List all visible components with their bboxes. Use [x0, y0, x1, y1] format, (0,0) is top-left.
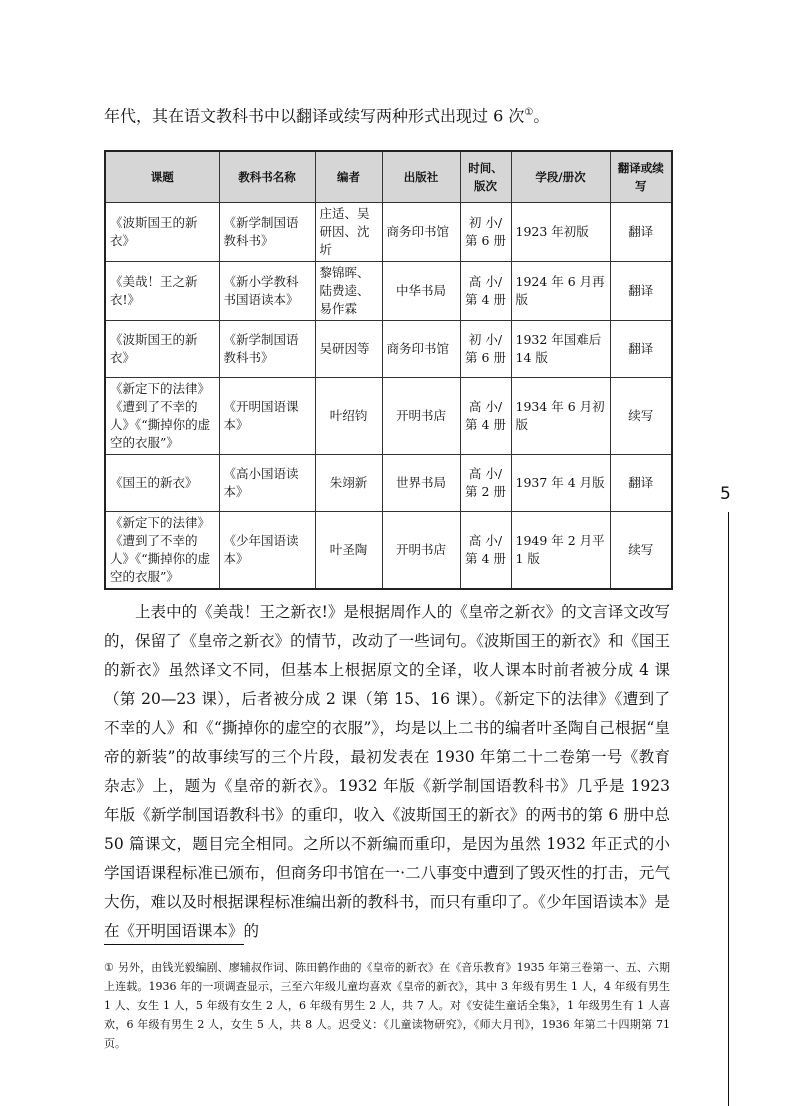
page-number: 5: [720, 484, 731, 504]
cell-grade-volume: 1923 年初版: [511, 203, 610, 262]
cell-publisher: 开明书店: [382, 512, 460, 590]
table-row: [105, 321, 672, 378]
cell-grade-volume: 1924 年 6 月再版: [511, 262, 610, 321]
footnote-divider: [104, 944, 244, 945]
cell-edition: 高 小/第 4 册: [460, 262, 511, 321]
cell-edition: 初 小/第 6 册: [460, 203, 511, 262]
cell-title: 《美哉！王之新衣!》: [105, 262, 219, 321]
cell-title: 《新定下的法律》《遭到了不幸的人》《“撕掉你的虚空的衣服”》: [105, 378, 219, 455]
table-row: [105, 378, 672, 455]
cell-grade-volume: 1932 年国难后 14 版: [511, 321, 610, 378]
table-header-row: [105, 151, 672, 203]
cell-publisher: 商务印书馆: [382, 203, 460, 262]
cell-format: 续写: [610, 378, 672, 455]
cell-textbook-name: 《新学制国语教科书》: [219, 321, 315, 378]
cell-format: 翻译: [610, 455, 672, 512]
header-publisher: 出版社: [382, 151, 460, 203]
intro-line: 年代，其在语文教科书中以翻译或续写两种形式出现过 6 次①。: [104, 106, 550, 126]
cell-format: 翻译: [610, 321, 672, 378]
cell-textbook-name: 《新学制国语教科书》: [219, 203, 315, 262]
cell-publisher: 中华书局: [382, 262, 460, 321]
cell-publisher: 商务印书馆: [382, 321, 460, 378]
cell-editor: 黎锦晖、陆费逵、易作霖: [315, 262, 382, 321]
cell-publisher: 世界书局: [382, 455, 460, 512]
cell-editor: 庄适、吴研因、沈圻: [315, 203, 382, 262]
cell-editor: 朱翊新: [315, 455, 382, 512]
cell-textbook-name: 《新小学教科书国语读本》: [219, 262, 315, 321]
table-row: [105, 262, 672, 321]
margin-rule: [728, 512, 729, 1106]
footnote-text: 另外，由钱光毅编剧、廖辅叔作词、陈田鹤作曲的《皇帝的新衣》在《音乐教育》1935 年第三卷第一、五、六期上连载。1936 年的一项调查显示，三至六年级儿童均喜欢《皇帝的新衣》，其中 3 年级有男生 1 人，4 年级有男生 1 人、女生 1 人，5 年级有女生 2 人，6 年级有男生 2 人，共 7 人。对《安徒生童话全集》，1 年级男生有 1 人喜欢，6 年级有男生 2 人，女生 5 人，共 8 人。迟受义：《儿童读物研究》，《师大月刊》，1936 年第二十四期第 71 页。: [104, 961, 670, 1050]
cell-title: 《波斯国王的新衣》: [105, 203, 219, 262]
textbook-table: [104, 150, 673, 590]
footnote-mark: ①: [104, 961, 114, 974]
header-grade-volume: 学段/册次: [511, 151, 610, 203]
cell-title: 《新定下的法律》《遭到了不幸的人》《“撕掉你的虚空的衣服”》: [105, 512, 219, 590]
table-row: [105, 512, 672, 590]
cell-textbook-name: 《高小国语读本》: [219, 455, 315, 512]
header-title: 课题: [105, 151, 219, 203]
intro-text: 年代，其在语文教科书中以翻译或续写两种形式出现过 6 次: [104, 106, 525, 126]
cell-grade-volume: 1934 年 6 月初版: [511, 378, 610, 455]
cell-textbook-name: 《开明国语课本》: [219, 378, 315, 455]
cell-format: 翻译: [610, 203, 672, 262]
body-paragraph: 上表中的《美哉！王之新衣!》是根据周作人的《皇帝之新衣》的文言译文改写的，保留了《皇帝之新衣》的情节，改动了一些词句。《波斯国王的新衣》和《国王的新衣》虽然译文不同，但基本上根据原文的全译，收人课本时前者被分成 4 课（第 20—23 课），后者被分成 2 课（第 15、16 课）。《新定下的法律》《遭到了不幸的人》和《“撕掉你的虚空的衣服”》，均是以上二书的编者叶圣陶自己根据“皇帝的新装”的故事续写的三个片段，最初发表在 1930 年第二十二卷第一号《教育杂志》上，题为《皇帝的新衣》。1932 年版《新学制国语教科书》几乎是 1923 年版《新学制国语教科书》的重印，收入《波斯国王的新衣》的两书的第 6 册中总 50 篇课文，题目完全相同。之所以不新编而重印，是因为虽然 1932 年正式的小学国语课程标准已颁布，但商务印书馆在一·二八事变中遭到了毁灭性的打击，元气大伤，难以及时根据课程标准编出新的教科书，而只有重印了。《少年国语读本》是在《开明国语课本》的: [104, 603, 670, 940]
cell-edition: 初 小/第 6 册: [460, 321, 511, 378]
header-editor: 编者: [315, 151, 382, 203]
table-row: [105, 203, 672, 262]
cell-publisher: 开明书店: [382, 378, 460, 455]
header-textbook-name: 教科书名称: [219, 151, 315, 203]
header-translation-or-sequel: 翻译或续写: [610, 151, 672, 203]
cell-format: 翻译: [610, 262, 672, 321]
cell-title: 《国王的新衣》: [105, 455, 219, 512]
cell-edition: 高 小/第 4 册: [460, 512, 511, 590]
footnote-reference[interactable]: ①: [524, 107, 534, 118]
cell-editor: 叶绍钧: [315, 378, 382, 455]
cell-grade-volume: 1937 年 4 月版: [511, 455, 610, 512]
cell-editor: 叶圣陶: [315, 512, 382, 590]
cell-edition: 高 小/第 2 册: [460, 455, 511, 512]
cell-grade-volume: 1949 年 2 月平 1 版: [511, 512, 610, 590]
header-edition: 时间、版次: [460, 151, 511, 203]
cell-editor: 吴研因等: [315, 321, 382, 378]
table-row: [105, 455, 672, 512]
footnote: [104, 958, 670, 1053]
cell-edition: 高 小/第 4 册: [460, 378, 511, 455]
cell-format: 续写: [610, 512, 672, 590]
cell-title: 《波斯国王的新衣》: [105, 321, 219, 378]
cell-textbook-name: 《少年国语读本》: [219, 512, 315, 590]
body-text: [104, 598, 670, 946]
